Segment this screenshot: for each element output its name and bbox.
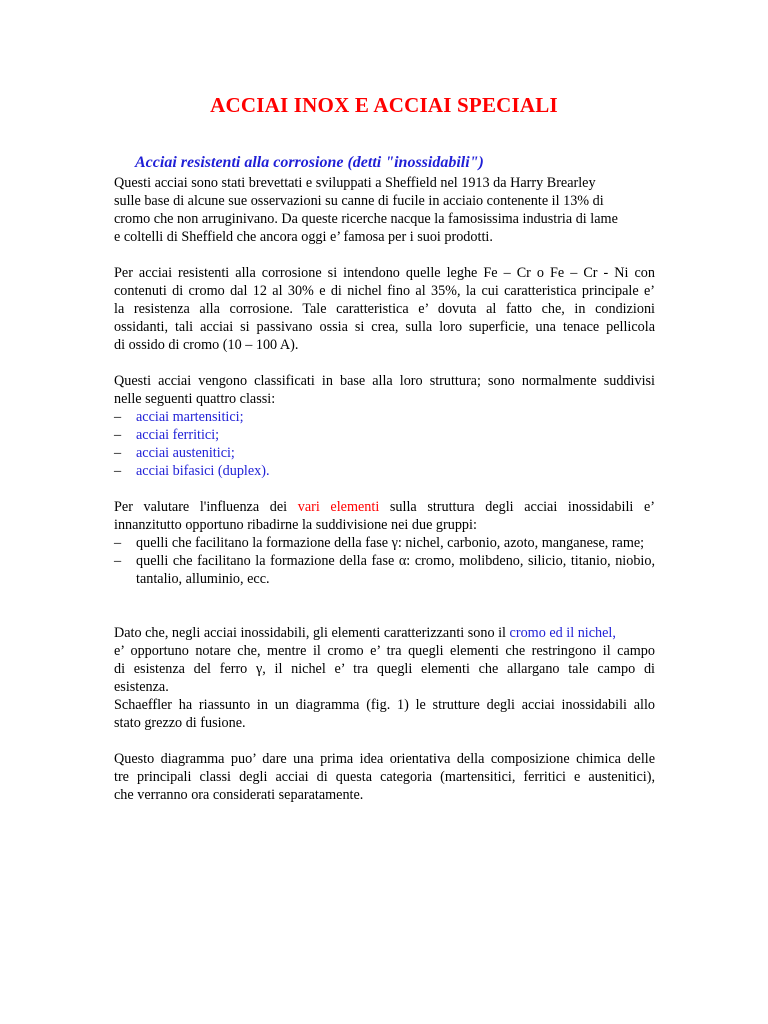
paragraph-line: di ossido di cromo (10 – 100 A).: [114, 337, 299, 353]
paragraph-elements: [114, 498, 655, 534]
paragraph-line: Questi acciai vengono classificati in base alla loro struttura; sono normalmente suddivisi: [114, 373, 655, 389]
dash-bullet: –: [114, 535, 122, 551]
paragraph-line: di esistenza del ferro γ, il nichel e’ tra quegli elementi che allargano tale campo di: [114, 661, 655, 677]
paragraph-line: innanzitutto opportuno ribadirne la suddivisione nei due gruppi:: [114, 517, 477, 533]
list-item-label: acciai bifasici (duplex).: [136, 463, 270, 479]
paragraph-line: che verranno ora considerati separatamente.: [114, 787, 364, 803]
paragraph-line: contenuti di cromo dal 12 al 30% e di nichel fino al 35%, la cui caratteristica principale e’: [114, 283, 655, 299]
list-item-label: acciai austenitici;: [136, 445, 235, 461]
document-title: ACCIAI INOX E ACCIAI SPECIALI: [210, 93, 558, 117]
list-item-label: acciai martensitici;: [136, 409, 244, 425]
list-item: [114, 462, 655, 480]
paragraph-definition: [114, 264, 655, 354]
paragraph-line: [114, 624, 655, 642]
dash-bullet: –: [114, 445, 122, 461]
dash-bullet: –: [114, 409, 122, 425]
paragraph-line: stato grezzo di fusione.: [114, 715, 246, 731]
paragraph-history: [114, 174, 655, 246]
element-groups-list: [114, 534, 655, 588]
list-item-label: acciai ferritici;: [136, 427, 220, 443]
text-fragment: sulla struttura degli acciai inossidabili e’: [379, 499, 655, 515]
dash-bullet: –: [114, 427, 122, 443]
paragraph-line: Schaeffler ha riassunto in un diagramma (fig. 1) le strutture degli acciai inossidabili allo: [114, 697, 655, 713]
paragraph-line: cromo che non arruginivano. Da queste ricerche nacque la famosissima industria di lame: [114, 211, 618, 227]
dash-bullet: –: [114, 553, 122, 569]
list-item: [114, 534, 655, 552]
paragraph-line: e’ opportuno notare che, mentre il cromo e’ tra quegli elementi che restringono il campo: [114, 643, 655, 659]
paragraph-line: nelle seguenti quattro classi:: [114, 391, 276, 407]
highlight-cromo-nichel: cromo ed il nichel,: [509, 625, 616, 641]
list-item: [114, 408, 655, 426]
steel-classes-list: [114, 408, 655, 480]
paragraph-chromium-nickel: [114, 624, 655, 732]
dash-bullet: –: [114, 463, 122, 479]
paragraph-line: ossidanti, tali acciai si passivano ossia si crea, sulla loro superficie, una tenace pellicola: [114, 319, 655, 335]
paragraph-line: Questi acciai sono stati brevettati e sviluppati a Sheffield nel 1913 da Harry Brearley: [114, 175, 596, 191]
highlight-vari-elementi: vari elementi: [297, 499, 380, 515]
list-item-text: quelli che facilitano la formazione della fase γ: nichel, carbonio, azoto, manganese, rame;: [136, 535, 645, 551]
paragraph-line: esistenza.: [114, 679, 169, 695]
paragraph-classification: [114, 372, 655, 408]
section-heading: Acciai resistenti alla corrosione (detti "inossidabili"): [135, 154, 484, 171]
paragraph-line: Questo diagramma puo’ dare una prima idea orientativa della composizione chimica delle: [114, 751, 655, 767]
paragraph-line: sulle base di alcune sue osservazioni su canne di fucile in acciaio contenente il 13% di: [114, 193, 604, 209]
text-fragment: Dato che, negli acciai inossidabili, gli elementi caratterizzanti sono il: [114, 625, 510, 641]
paragraph-line: la resistenza alla corrosione. Tale caratteristica e’ dovuta al fatto che, in condizioni: [114, 301, 655, 317]
paragraph-line: e coltelli di Sheffield che ancora oggi e’ famosa per i suoi prodotti.: [114, 229, 493, 245]
paragraph-diagram: [114, 750, 655, 804]
text-fragment: Per valutare l'influenza dei: [114, 499, 298, 515]
paragraph-line: [114, 498, 655, 516]
list-item-text: quelli che facilitano la formazione della fase α: cromo, molibdeno, silicio, titanio, niobio, tantalio, alluminio, ecc.: [136, 553, 655, 587]
paragraph-line: Per acciai resistenti alla corrosione si intendono quelle leghe Fe – Cr o Fe – Cr - Ni con: [114, 265, 655, 281]
list-item: [114, 426, 655, 444]
paragraph-line: tre principali classi degli acciai di questa categoria (martensitici, ferritici e austenitici),: [114, 769, 655, 785]
list-item: [114, 552, 655, 588]
list-item: [114, 444, 655, 462]
